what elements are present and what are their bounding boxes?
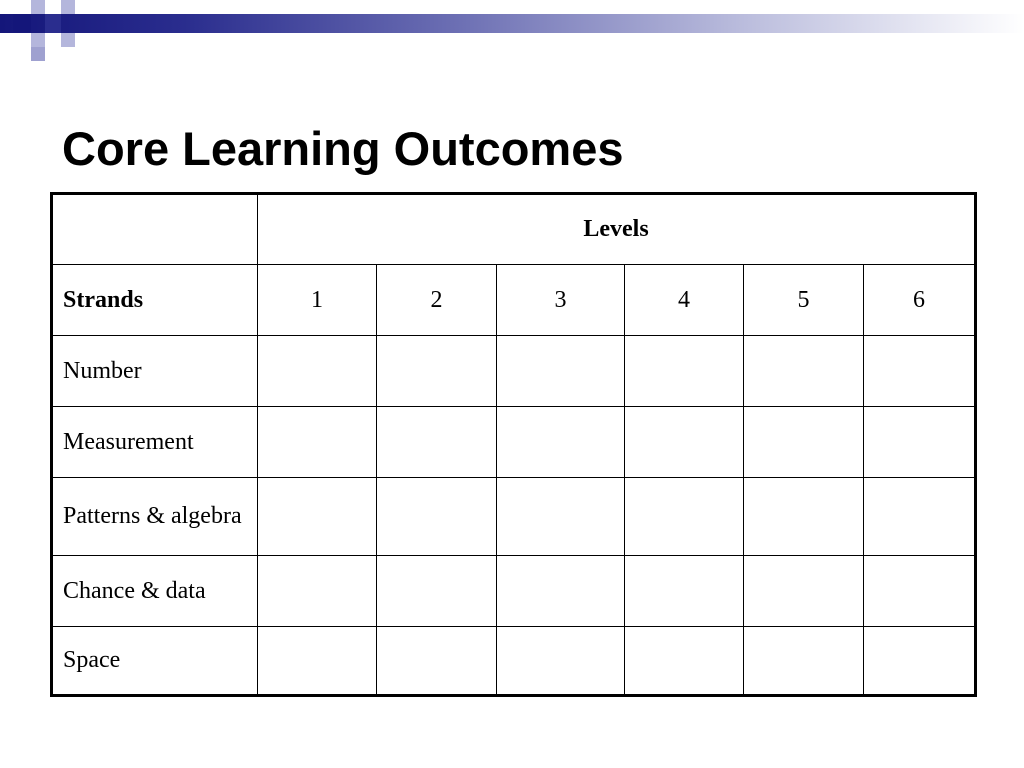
- table-cell: [744, 478, 864, 556]
- table-cell: [625, 407, 744, 478]
- table-cell: [377, 478, 497, 556]
- table-cell: [625, 336, 744, 407]
- table-cell: [497, 407, 625, 478]
- level-number: 4: [625, 265, 744, 336]
- table-cell: [864, 336, 976, 407]
- table-cell: [258, 556, 377, 627]
- table-row: [52, 336, 976, 407]
- level-number: 3: [497, 265, 625, 336]
- strand-label: Measurement: [52, 407, 258, 478]
- table-row: [52, 407, 976, 478]
- table-row: [52, 556, 976, 627]
- outcomes-table: [50, 192, 977, 697]
- table-cell: [864, 627, 976, 696]
- slide-title: Core Learning Outcomes: [62, 122, 624, 175]
- table-cell: [497, 478, 625, 556]
- table-cell: [377, 627, 497, 696]
- table-cell: [258, 627, 377, 696]
- strand-label: Patterns & algebra: [52, 478, 258, 556]
- table-cell: [497, 556, 625, 627]
- table-header-row: [52, 194, 976, 265]
- table-row: [52, 478, 976, 556]
- level-number: 5: [744, 265, 864, 336]
- header-gradient-band: [0, 14, 1024, 33]
- strand-label: Number: [52, 336, 258, 407]
- table-row: [52, 627, 976, 696]
- table-cell: [258, 478, 377, 556]
- empty-corner-cell: [52, 194, 258, 265]
- table-cell: [744, 627, 864, 696]
- table-cell: [625, 556, 744, 627]
- table-cell: [377, 407, 497, 478]
- table-cell: [258, 336, 377, 407]
- table-cell: [377, 556, 497, 627]
- table-cell: [864, 407, 976, 478]
- table-cell: [864, 478, 976, 556]
- table-cell: [744, 556, 864, 627]
- table-cell: [625, 478, 744, 556]
- table-cell: [497, 627, 625, 696]
- table-cell: [744, 407, 864, 478]
- strands-header: Strands: [52, 265, 258, 336]
- level-number: 2: [377, 265, 497, 336]
- table-cell: [258, 407, 377, 478]
- level-number: 6: [864, 265, 976, 336]
- levels-row: [52, 265, 976, 336]
- table-cell: [497, 336, 625, 407]
- table-cell: [744, 336, 864, 407]
- strand-label: Chance & data: [52, 556, 258, 627]
- strand-label: Space: [52, 627, 258, 696]
- table-cell: [377, 336, 497, 407]
- table-cell: [864, 556, 976, 627]
- levels-header: Levels: [258, 194, 976, 265]
- table-cell: [625, 627, 744, 696]
- level-number: 1: [258, 265, 377, 336]
